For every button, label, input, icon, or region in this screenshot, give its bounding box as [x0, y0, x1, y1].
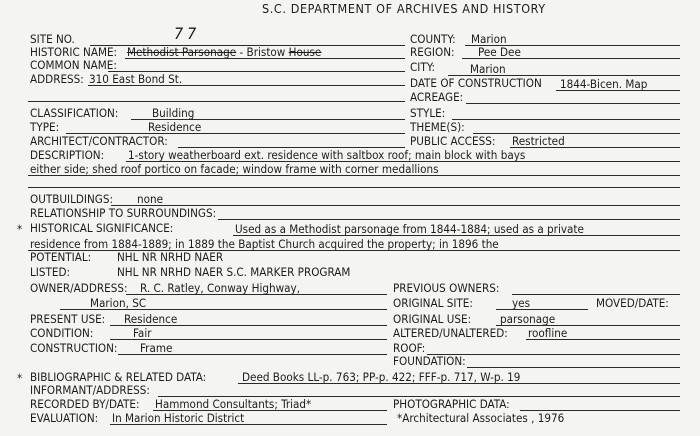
classification-label: CLASSIFICATION:: [30, 106, 119, 120]
historic-name-part-c: House: [288, 45, 322, 59]
date-label: DATE OF CONSTRUCTION: [410, 76, 542, 90]
style-underline: [452, 119, 680, 120]
photographic-label: PHOTOGRAPHIC DATA:: [393, 397, 510, 411]
present-use-value: Residence: [124, 312, 178, 326]
owner-underline-2: [60, 309, 387, 310]
potential-options: NHL NR NRHD NAER: [117, 250, 224, 264]
public-access-underline: [510, 147, 680, 148]
region-label: REGION:: [410, 45, 455, 59]
previous-owners-label: PREVIOUS OWNERS:: [393, 281, 500, 295]
description-line-2: either side; shed roof portico on facade; window frame with corner medallions: [30, 162, 439, 176]
historic-name-underline: [125, 58, 405, 59]
relationship-label: RELATIONSHIP TO SURROUNDINGS:: [30, 206, 217, 220]
biblio-value: Deed Books LL-p. 763; PP-p. 422; FFF-p. 717, W-p. 19: [242, 370, 521, 384]
potential-label: POTENTIAL:: [30, 250, 92, 264]
altered-underline: [526, 339, 680, 340]
moved-label: MOVED/DATE:: [596, 296, 669, 310]
previous-owners-underline: [512, 294, 680, 295]
significance-star: *: [17, 222, 23, 236]
altered-label: ALTERED/UNALTERED:: [393, 326, 508, 340]
listed-label: LISTED:: [30, 265, 71, 279]
significance-line-1: Used as a Methodist parsonage from 1844-1884; used as a private: [235, 222, 584, 236]
informant-label: INFORMANT/ADDRESS:: [30, 383, 150, 397]
architect-label: ARCHITECT/CONTRACTOR:: [30, 134, 168, 148]
county-label: COUNTY:: [410, 32, 456, 46]
county-value: Marion: [471, 32, 507, 46]
address-underline: [88, 85, 405, 86]
condition-label: CONDITION:: [30, 326, 94, 340]
altered-value: roofline: [528, 326, 568, 340]
owner-value-line-1: R. C. Ratley, Conway Highway,: [140, 281, 301, 295]
original-site-underline: [496, 309, 588, 310]
owner-value-line-2: Marion, SC: [90, 296, 147, 310]
description-label: DESCRIPTION:: [30, 148, 105, 162]
recorded-value: Hammond Consultants; Triad*: [155, 397, 312, 411]
evaluation-label: EVALUATION:: [30, 411, 99, 425]
significance-line-2: residence from 1884-1889; in 1889 the Baptist Church acquired the property; in 1896 the: [30, 237, 499, 251]
description-underline-2: [28, 175, 680, 176]
section-divider-2: [28, 187, 680, 188]
present-use-label: PRESENT USE:: [30, 312, 106, 326]
original-use-label: ORIGINAL USE:: [393, 312, 472, 326]
city-label: CITY:: [410, 60, 436, 74]
address-label: ADDRESS:: [30, 72, 84, 86]
common-name-label: COMMON NAME:: [30, 58, 117, 72]
historic-name-part-a: Methodist Parsonage: [127, 45, 237, 59]
original-site-label: ORIGINAL SITE:: [393, 296, 473, 310]
public-access-label: PUBLIC ACCESS:: [410, 134, 496, 148]
original-use-value: parsonage: [500, 312, 556, 326]
type-value: Residence: [148, 120, 202, 134]
evaluation-underline: [110, 424, 387, 425]
original-use-underline: [496, 325, 680, 326]
photo-note: *Architectural Associates , 1976: [397, 411, 565, 425]
foundation-underline: [467, 367, 680, 368]
outbuildings-value: none: [137, 192, 164, 206]
biblio-label: BIBLIOGRAPHIC & RELATED DATA:: [30, 370, 207, 384]
evaluation-value: In Marion Historic District: [112, 411, 245, 425]
owner-underline-1: [126, 294, 387, 295]
significance-label: HISTORICAL SIGNIFICANCE:: [30, 221, 174, 235]
theme-label: THEME(S):: [410, 120, 465, 134]
biblio-underline: [238, 383, 680, 384]
construction-value: Frame: [140, 341, 173, 355]
acreage-label: ACREAGE:: [410, 90, 464, 104]
historic-name-part-b: - Bristow: [236, 45, 289, 59]
relationship-underline: [218, 219, 680, 220]
listed-options: NHL NR NRHD NAER S.C. MARKER PROGRAM: [117, 265, 351, 279]
construction-underline: [118, 354, 387, 355]
section-divider-1: [28, 101, 405, 102]
condition-underline: [110, 339, 387, 340]
date-underline: [556, 90, 680, 91]
biblio-star: *: [17, 371, 23, 385]
construction-label: CONSTRUCTION:: [30, 341, 118, 355]
public-access-value: Restricted: [512, 134, 565, 148]
original-site-value: yes: [512, 296, 531, 310]
type-label: TYPE:: [30, 120, 60, 134]
roof-label: ROOF:: [393, 341, 426, 355]
style-label: STYLE:: [410, 106, 446, 120]
region-underline: [462, 58, 680, 59]
recorded-label: RECORDED BY/DATE:: [30, 397, 140, 411]
region-value: Pee Dee: [478, 45, 521, 59]
address-value: 310 East Bond St.: [89, 72, 183, 86]
acreage-underline: [466, 103, 680, 104]
condition-value: Fair: [133, 326, 152, 340]
city-value: Marion: [470, 62, 506, 76]
site-no-label: SITE NO.: [30, 32, 75, 46]
historic-name-label: HISTORIC NAME:: [30, 45, 118, 59]
owner-label: OWNER/ADDRESS:: [30, 281, 128, 295]
theme-underline: [473, 133, 680, 134]
significance-underline-1: [233, 235, 680, 236]
form-header: S.C. DEPARTMENT OF ARCHIVES AND HISTORY: [262, 1, 546, 16]
outbuildings-label: OUTBUILDINGS:: [30, 192, 114, 206]
site-no-value: 77: [174, 24, 201, 43]
date-value: 1844-Bicen. Map: [560, 77, 648, 91]
foundation-label: FOUNDATION:: [393, 354, 466, 368]
description-line-1: 1-story weatherboard ext. residence with saltbox roof; main block with bays: [128, 148, 526, 162]
classification-value: Building: [152, 106, 195, 120]
